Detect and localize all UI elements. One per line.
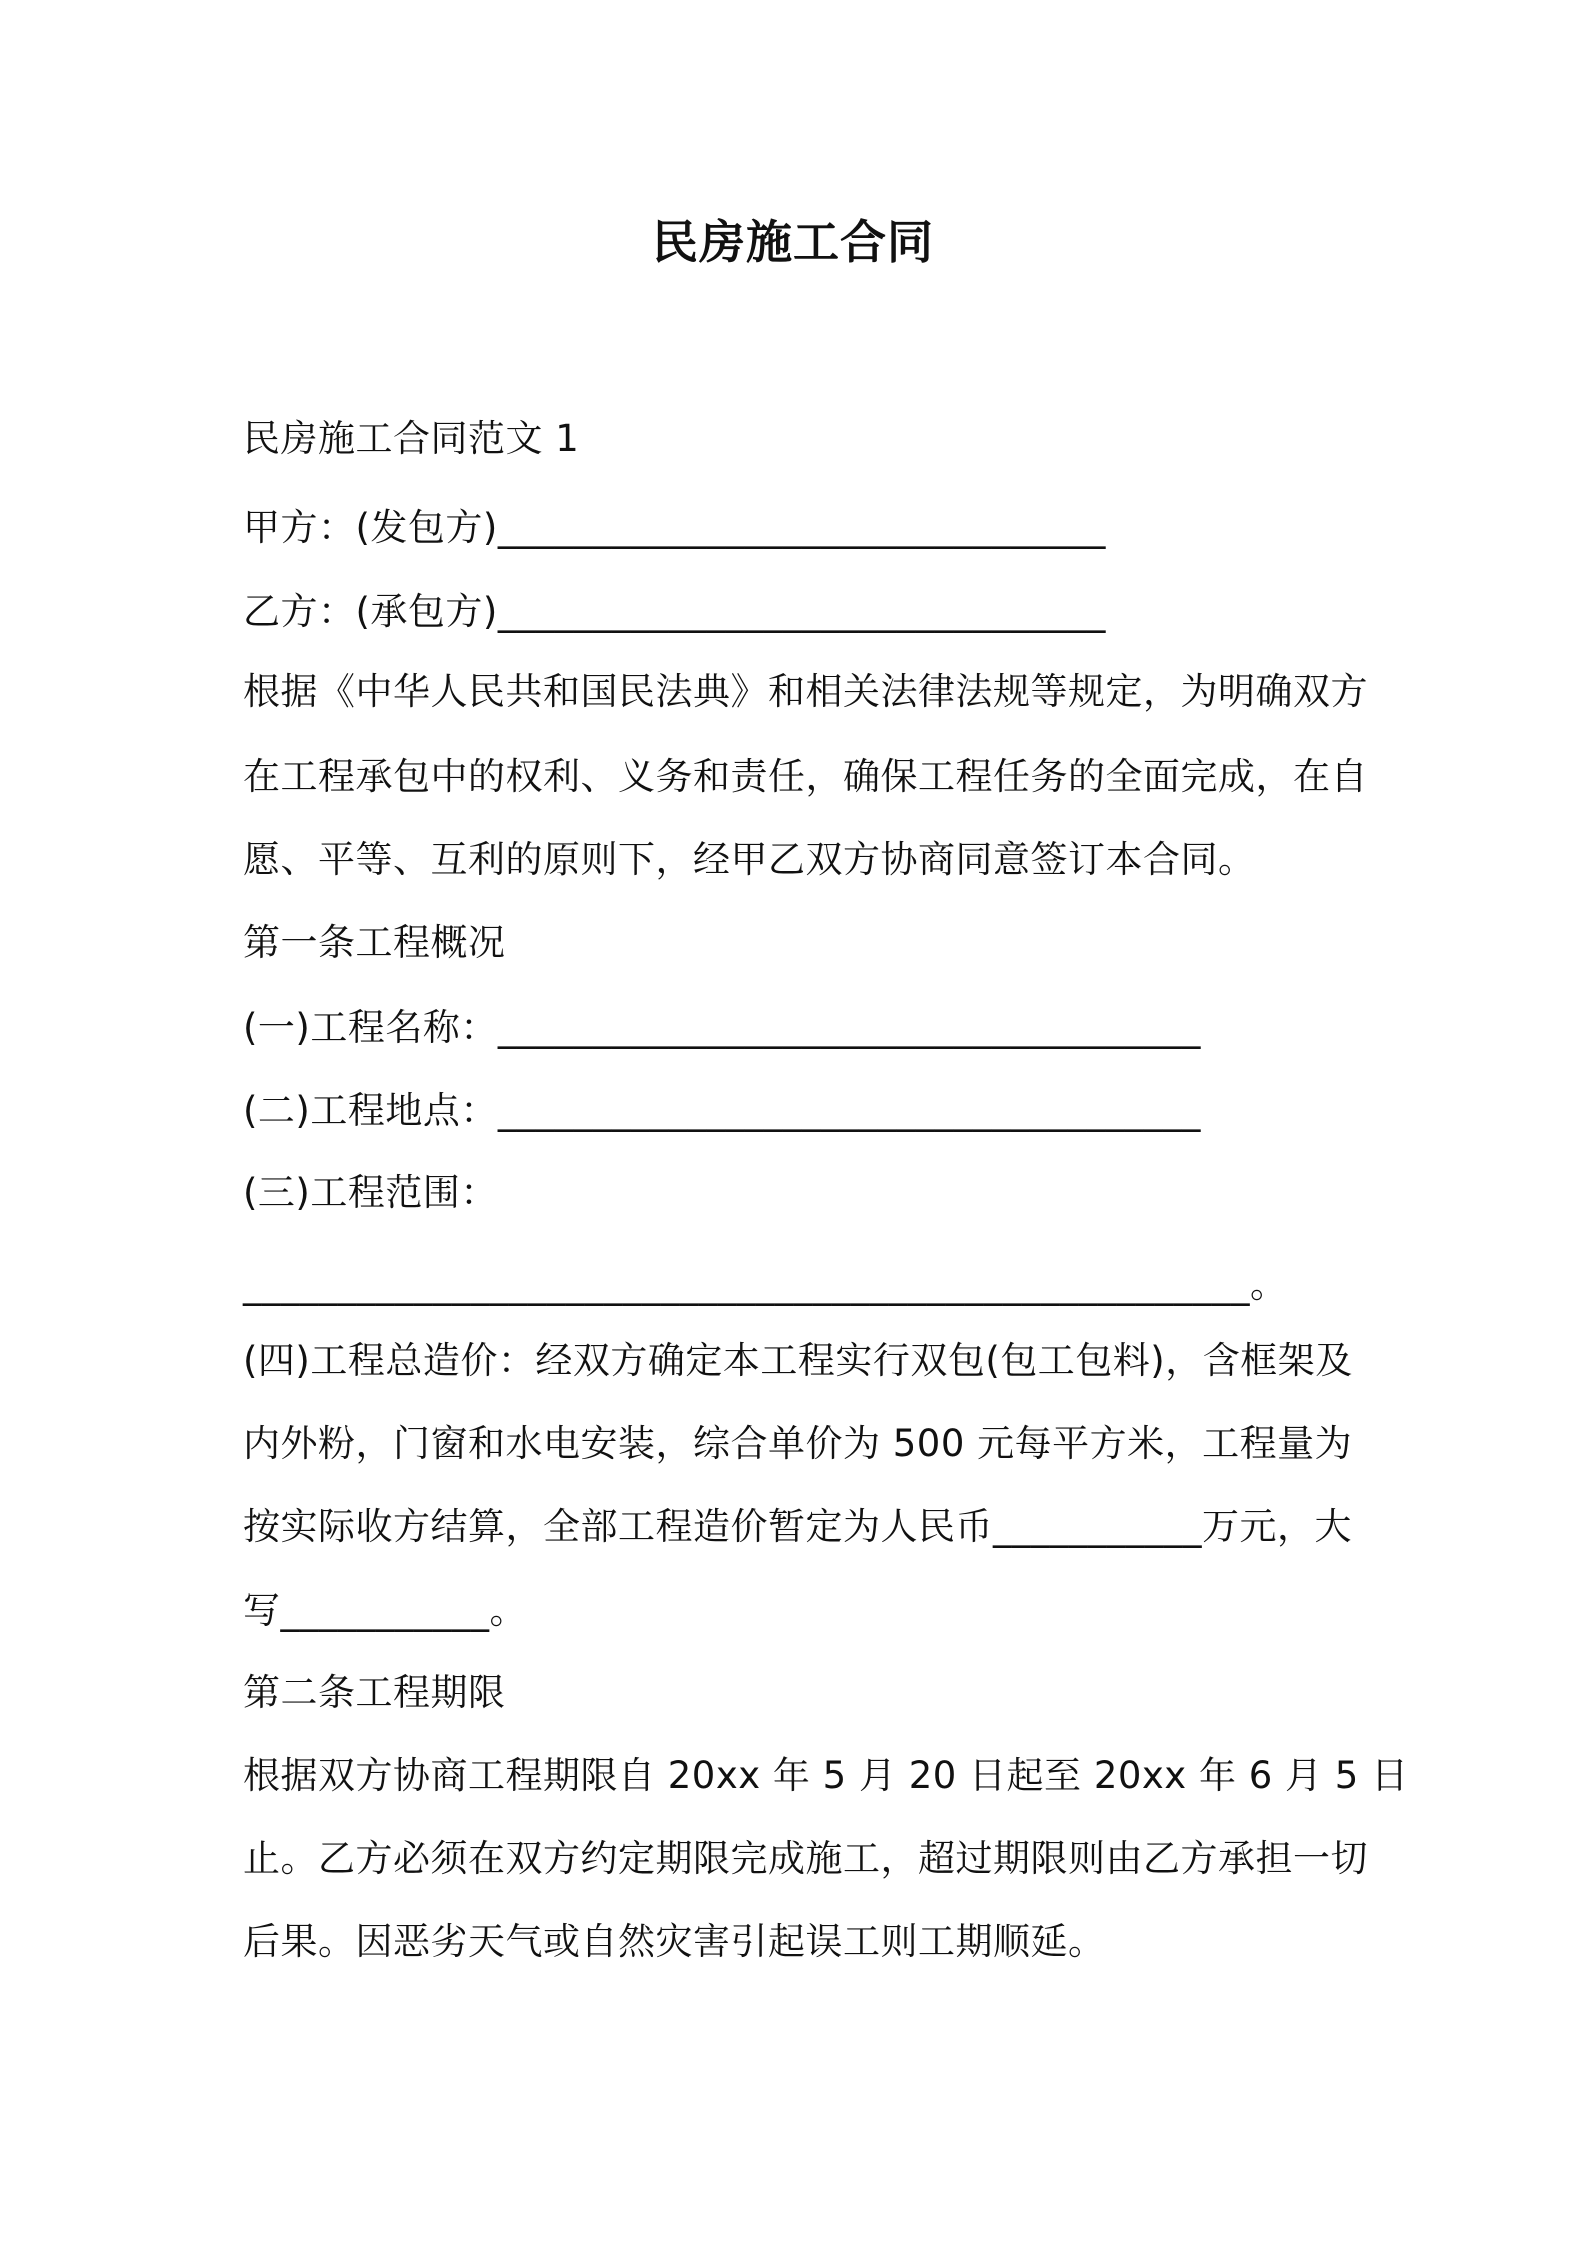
document-title: 民房施工合同: [652, 215, 934, 269]
sample-heading: 民房施工合同范文 1: [243, 417, 580, 460]
duration-line-1: 根据双方协商工程期限自 20xx 年 5 月 20 日起至 20xx 年 6 月 5 日: [243, 1754, 1409, 1797]
preamble-line-3: 愿、平等、互利的原则下，经甲乙双方协商同意签订本合同。: [243, 838, 1256, 881]
project-scope-blank: _____________________________________________________。: [243, 1263, 1288, 1306]
total-cost-line-4: 写___________。: [243, 1589, 527, 1632]
party-b-line: 乙方：(承包方)________________________________: [243, 590, 1106, 633]
total-cost-line-3: 按实际收方结算，全部工程造价暂定为人民币___________万元，大: [243, 1505, 1352, 1548]
total-cost-line-1: (四)工程总造价：经双方确定本工程实行双包(包工包料)，含框架及: [243, 1339, 1353, 1382]
duration-line-3: 后果。因恶劣天气或自然灾害引起误工则工期顺延。: [243, 1920, 1106, 1963]
duration-line-2: 止。乙方必须在双方约定期限完成施工，超过期限则由乙方承担一切: [243, 1837, 1368, 1880]
project-name-line: (一)工程名称：_____________________________________: [243, 1006, 1201, 1049]
project-location-line: (二)工程地点：_____________________________________: [243, 1089, 1201, 1132]
preamble-line-2: 在工程承包中的权利、义务和责任，确保工程任务的全面完成，在自: [243, 755, 1368, 798]
party-a-line: 甲方：(发包方)________________________________: [243, 506, 1106, 549]
preamble-line-1: 根据《中华人民共和国民法典》和相关法律法规等规定，为明确双方: [243, 670, 1368, 713]
article-1-heading: 第一条工程概况: [243, 921, 506, 964]
total-cost-line-2: 内外粉，门窗和水电安装，综合单价为 500 元每平方米，工程量为: [243, 1422, 1353, 1465]
article-2-heading: 第二条工程期限: [243, 1671, 506, 1714]
project-scope-line: (三)工程范围：: [243, 1171, 498, 1214]
